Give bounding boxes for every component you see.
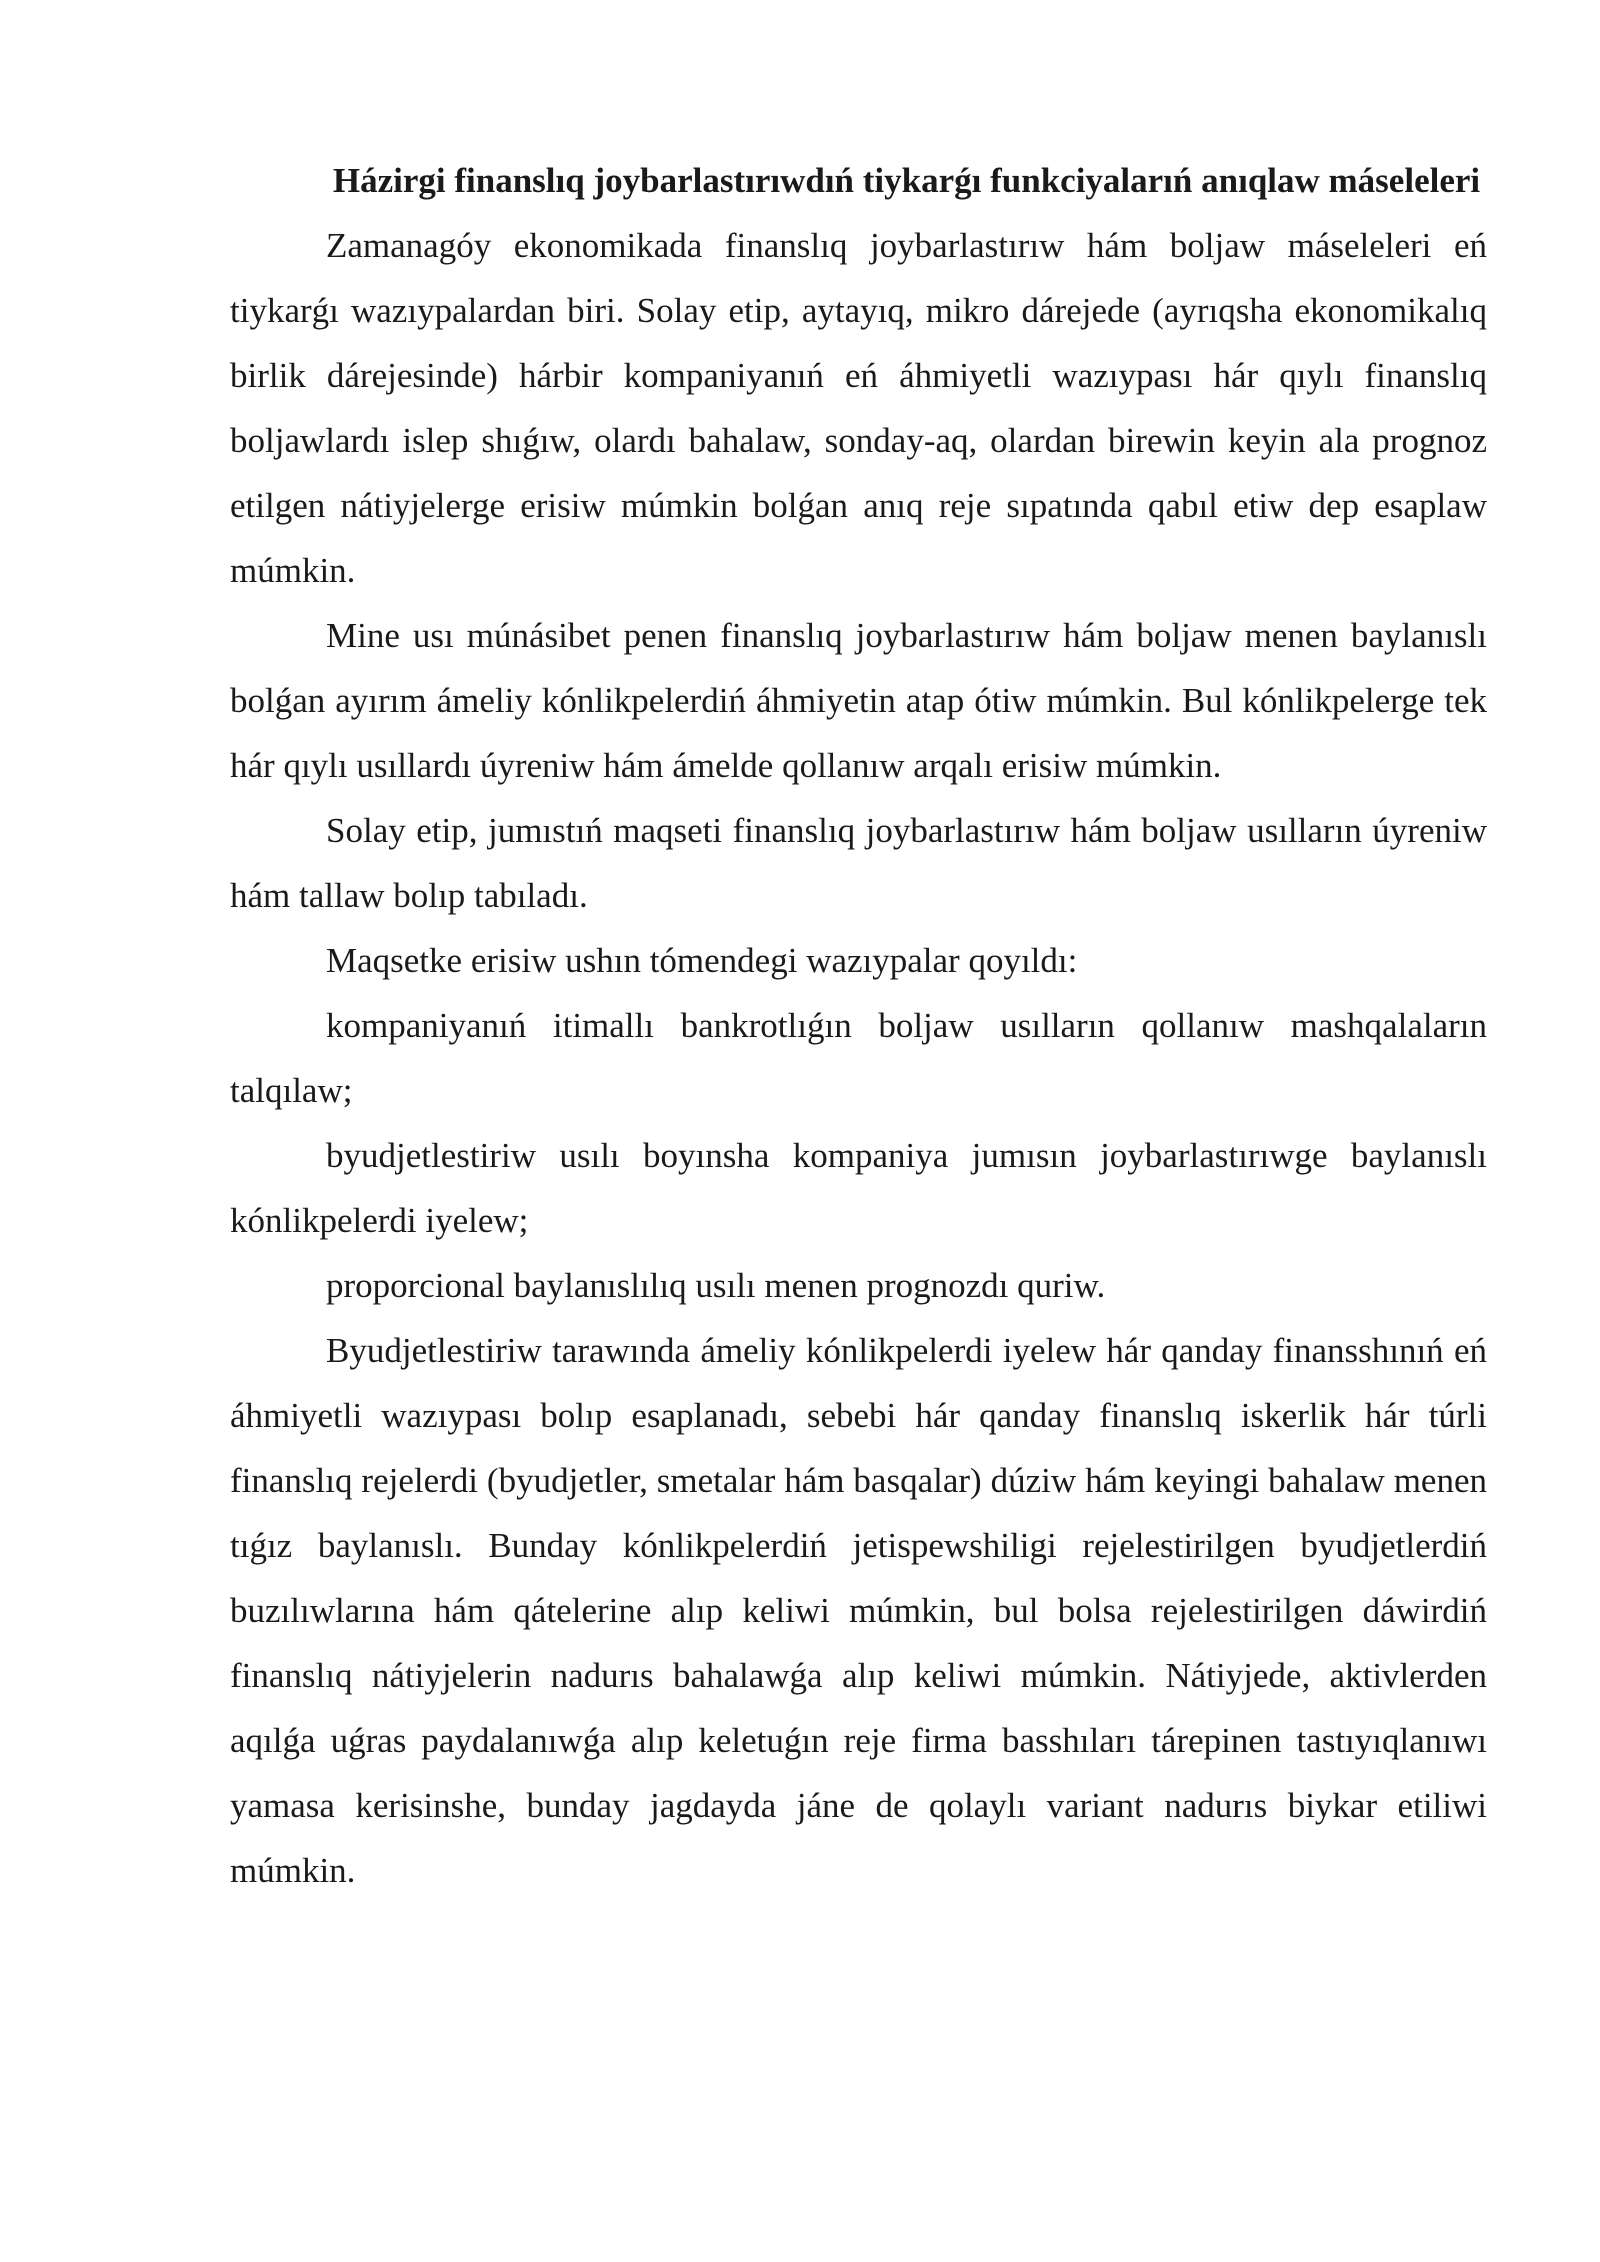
paragraph-3: Solay etip, jumıstıń maqseti finanslıq joybarlastırıw hám boljaw usılların úyreniw hám tallaw bolıp tabıladı. [230, 811, 1487, 915]
list-item-task-3: proporcional baylanıslılıq usılı menen prognozdı quriw. [326, 1266, 1106, 1305]
document-body [230, 148, 1487, 1903]
paragraph-1: Zamanagóy ekonomikada finanslıq joybarlastırıw hám boljaw máseleleri eń tiykarǵı wazıypalardan biri. Solay etip, aytayıq, mikro dárejede (ayrıqsha ekonomikalıq birlik dárejesinde) hárbir kompaniyanıń eń áhmiyetli wazıypası hár qıylı finanslıq boljawlardı islep shıǵıw, olardı bahalaw, sonday-aq, olardan birewin keyin ala prognoz etilgen nátiyjelerge erisiw múmkin bolǵan anıq reje sıpatında qabıl etiw dep esaplaw múmkin. [230, 226, 1487, 590]
paragraph-2: Mine usı múnásibet penen finanslıq joybarlastırıw hám boljaw menen baylanıslı bolǵan ayırım ámeliy kónlikpelerdiń áhmiyetin atap ótiw múmkin. Bul kónlikpelerge tek hár qıylı usıllardı úyreniw hám ámelde qollanıw arqalı erisiw múmkin. [230, 616, 1487, 785]
paragraph-4: Maqsetke erisiw ushın tómendegi wazıypalar qoyıldı: [326, 941, 1078, 980]
list-item-task-2: byudjetlestiriw usılı boyınsha kompaniya jumısın joybarlastırıwge baylanıslı kónlikpelerdi iyelew; [230, 1136, 1487, 1240]
list-item-task-1: kompaniyanıń itimallı bankrotlıǵın boljaw usılların qollanıw mashqalaların talqılaw; [230, 1006, 1487, 1110]
document-title: Házirgi finanslıq joybarlastırıwdıń tiykarǵı funkciyalarıń anıqlaw máseleleri [332, 161, 1481, 200]
paragraph-5: Byudjetlestiriw tarawında ámeliy kónlikpelerdi iyelew hár qanday finansshınıń eń áhmiyetli wazıypası bolıp esaplanadı, sebebi hár qanday finanslıq iskerlik hár túrli finanslıq rejelerdi (byudjetler, smetalar hám basqalar) dúziw hám keyingi bahalaw menen tıǵız baylanıslı. Bunday kónlikpelerdiń jetispewshiligi rejelestirilgen byudjetlerdiń buzılıwlarına hám qátelerine alıp keliwi múmkin, bul bolsa rejelestirilgen dáwirdiń finanslıq nátiyjelerin nadurıs bahalawǵa alıp keliwi múmkin. Nátiyjede, aktivlerden aqılǵa uǵras paydalanıwǵa alıp keletuǵın reje firma basshıları tárepinen tastıyıqlanıwı yamasa kerisinshe, bunday jagdayda jáne de qolaylı variant nadurıs biykar etiliwi múmkin. [230, 1331, 1487, 1890]
